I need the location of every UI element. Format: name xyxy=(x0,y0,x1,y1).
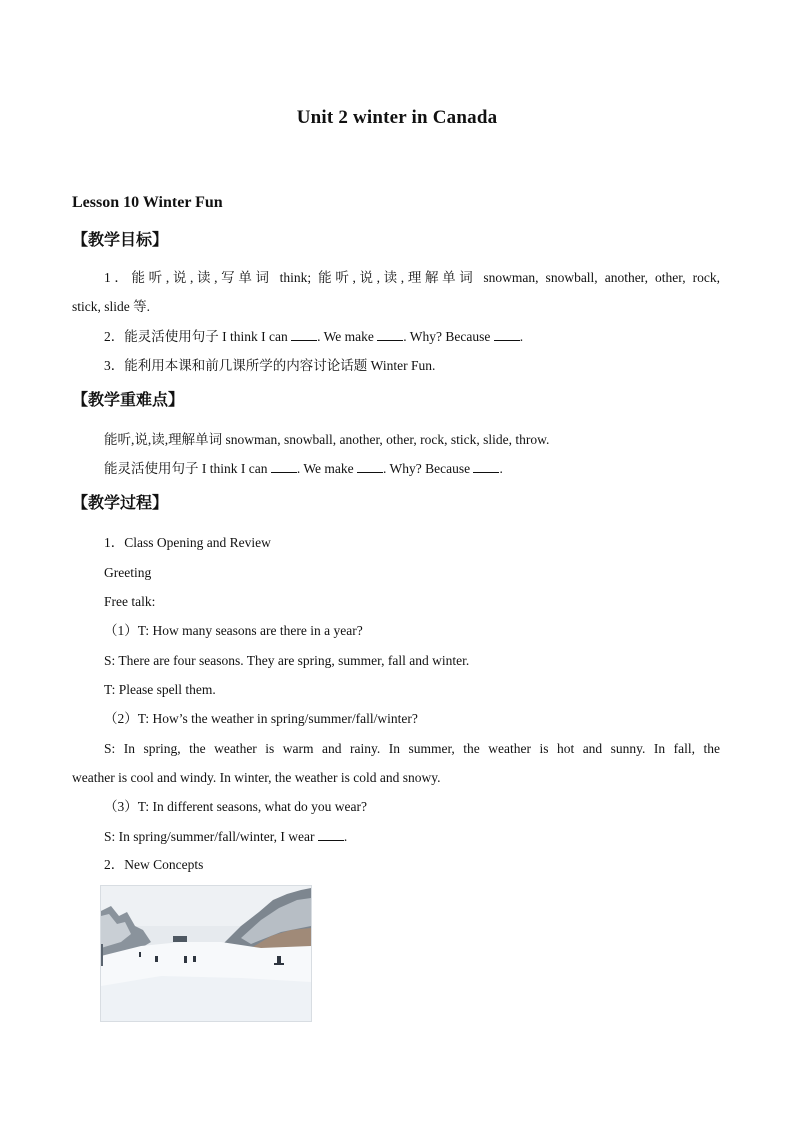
question-1: （1）T: How many seasons are there in a year? xyxy=(104,623,363,638)
objective-2-mid1: . We make xyxy=(317,329,378,344)
distant-hut xyxy=(173,936,187,942)
skier xyxy=(193,956,196,962)
objective-1-line-a: 1．能听,说,读,写单词 think; 能听,说,读,理解单词 snowman, snowball, another, other, rock, xyxy=(104,270,720,285)
snow-slope-photo xyxy=(100,885,312,1022)
fill-blank xyxy=(271,460,297,473)
objectives-heading: 【教学目标】 xyxy=(72,230,169,249)
skier xyxy=(155,956,158,962)
process-heading: 【教学过程】 xyxy=(72,493,169,512)
skier xyxy=(184,956,187,963)
objective-2-prefix: 2．能灵活使用句子 I think I can xyxy=(104,329,292,344)
objective-2-suffix: . xyxy=(519,329,524,344)
fill-blank xyxy=(291,328,317,341)
key-point-2-suffix: . xyxy=(499,461,503,476)
objective-2-mid2: . Why? Because xyxy=(403,329,494,344)
answer-3-suffix: . xyxy=(343,829,348,844)
key-point-2-prefix: 能灵活使用句子 I think I can xyxy=(104,461,271,476)
skier xyxy=(277,956,281,964)
objective-2 xyxy=(104,328,523,346)
key-point-2-mid1: . We make xyxy=(296,461,358,476)
unit-title: Unit 2 winter in Canada xyxy=(296,107,498,128)
fill-blank xyxy=(473,460,499,473)
skier-board xyxy=(274,963,284,965)
answer-3 xyxy=(104,828,347,846)
skier xyxy=(139,952,141,957)
answer-1: S: There are four seasons. They are spring, summer, fall and winter. xyxy=(104,653,470,668)
fence-post xyxy=(101,944,103,966)
objective-3: 3．能利用本课和前几课所学的内容讨论话题 Winter Fun. xyxy=(104,358,436,373)
objective-1-line-b: stick, slide 等. xyxy=(72,299,150,314)
free-talk: Free talk: xyxy=(104,594,156,609)
snow-shadow xyxy=(101,976,311,1021)
step-2: 2．New Concepts xyxy=(104,857,204,872)
fill-blank xyxy=(357,460,383,473)
key-point-2-mid2: . Why? Because xyxy=(383,461,474,476)
answer-2-line-1: S: In spring, the weather is warm and rainy. In summer, the weather is hot and sunny. In fall, the xyxy=(104,741,720,756)
answer-3-prefix: S: In spring/summer/fall/winter, I wear xyxy=(104,829,318,844)
question-3: （3）T: In different seasons, what do you wear? xyxy=(104,799,368,814)
step-1: 1．Class Opening and Review xyxy=(104,535,271,550)
key-points-heading: 【教学重难点】 xyxy=(72,390,185,409)
greeting: Greeting xyxy=(104,565,152,580)
key-point-1: 能听,说,读,理解单词 snowman, snowball, another, other, rock, stick, slide, throw. xyxy=(104,432,550,447)
fill-blank xyxy=(318,828,344,841)
fill-blank xyxy=(377,328,403,341)
answer-2-line-2: weather is cool and windy. In winter, the weather is cold and snowy. xyxy=(72,770,441,785)
question-2: （2）T: How’s the weather in spring/summer/fall/winter? xyxy=(104,711,418,726)
teacher-line: T: Please spell them. xyxy=(104,682,216,697)
snow-scene-illustration xyxy=(101,886,311,1021)
lesson-title: Lesson 10 Winter Fun xyxy=(72,194,223,211)
fill-blank xyxy=(494,328,520,341)
key-point-2 xyxy=(104,460,503,478)
